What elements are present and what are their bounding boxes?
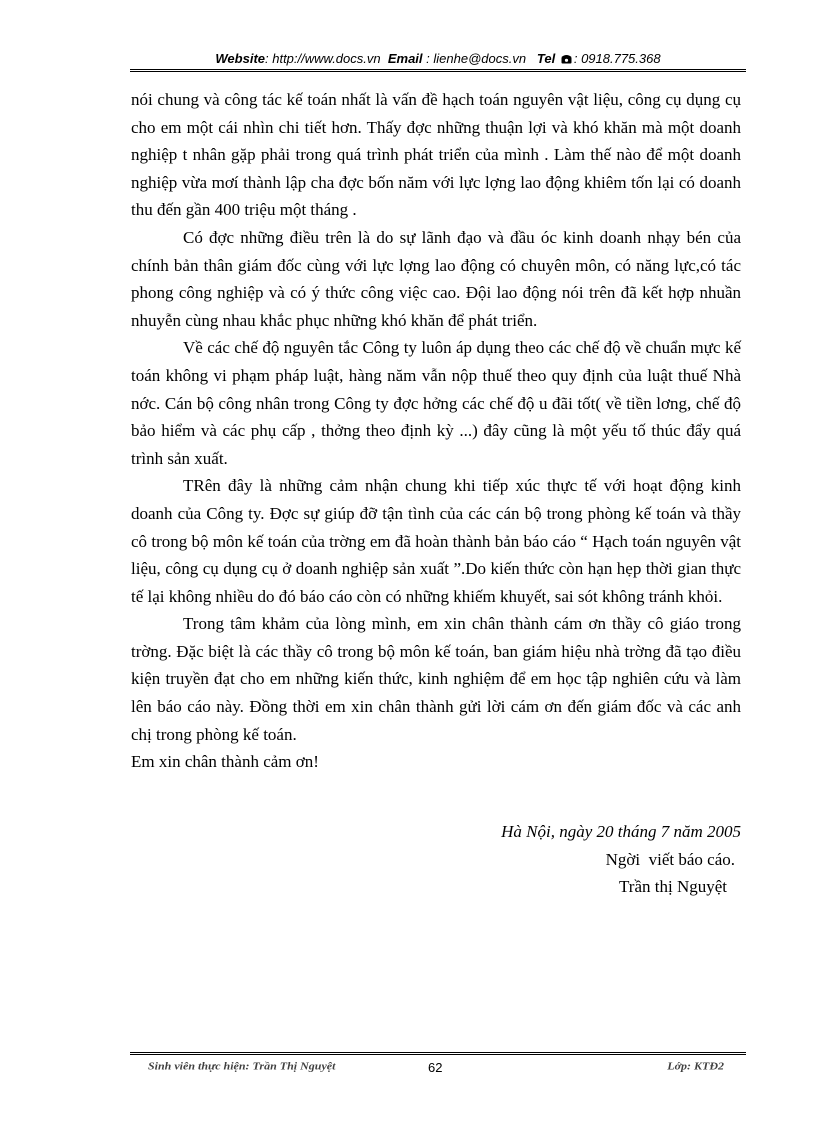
- tel-number: : 0918.775.368: [573, 51, 661, 66]
- paragraph-leadership: Có đợc những điều trên là do sự lãnh đạo và đầu óc kinh doanh nhạy bén của chính bản thân giám đốc cùng với lực lợng lao động có chuyên môn, có năng lực,có tác phong công nghiệp và có ý thức công việc cao. Đội lao động nói trên đã kết hợp nhuần nhuyễn cùng nhau khắc phục những khó khăn để phát triển.: [131, 227, 741, 330]
- website-label: Website: [215, 51, 265, 66]
- website-url: : http://www.docs.vn: [265, 51, 381, 66]
- paragraph-report-summary: TRên đây là những cảm nhận chung khi tiếp xúc thực tế với hoạt động kinh doanh của Công ty. Đợc sự giúp đỡ tận tình của các cán bộ trong phòng kế toán và thầy cô trong bộ môn kế toán của trờng em đã hoàn thành bản báo cáo “ Hạch toán nguyên vật liệu, công cụ dụng cụ ở doanh nghiệp sản xuất ”.Do kiến thức còn hạn hẹp thời gian thực tế lại không nhiều do đó báo cáo còn có những khiếm khuyết, sai sót không tránh khỏi.: [131, 476, 741, 606]
- signature-role: Ngời viết báo cáo.: [605, 849, 735, 869]
- signature-block: [131, 818, 741, 901]
- closing-thanks: Em xin chân thành cảm ơn!: [131, 752, 319, 772]
- signature-name: Trần thị Nguyệt: [619, 877, 727, 897]
- email-address: : lienhe@docs.vn: [422, 51, 527, 66]
- telephone-icon: [561, 54, 572, 64]
- paragraph-continuation: nói chung và công tác kế toán nhất là vấn đề hạch toán nguyên vật liệu, công cụ dụng cụ cho em một cái nhìn chi tiết hơn. Thấy đợc những thuận lợi và khó khăn mà một doanh nghiệp t nhân gặp phải trong quá trình phát triển của mình . Làm thế nào để một doanh nghiệp vừa mơí thành lập cha đợc bốn năm với lực lợng lao động khiêm tốn lại có doanh thu đến gần 400 triệu một tháng .: [131, 90, 741, 220]
- page-number: 62: [428, 1060, 443, 1075]
- footer-student: Sinh viên thực hiện: Trần Thị Nguyệt: [148, 1060, 336, 1072]
- paragraph-acknowledgement: Trong tâm khảm của lòng mình, em xin chân thành cám ơn thầy cô giáo trong trờng. Đặc biệt là các thầy cô trong bộ môn kế toán, ban giám hiệu nhà trờng đã tạo điều kiện truyền đạt cho em những kiến thức, kinh nghiệm để em học tập nghiên cứu và làm lên báo cáo này. Đồng thời em xin chân thành gửi lời cám ơn đến giám đốc và các anh chị trong phòng kế toán.: [131, 614, 741, 744]
- paragraph-accounting-regime: Về các chế độ nguyên tắc Công ty luôn áp dụng theo các chế độ về chuẩn mực kế toán không vi phạm pháp luật, hàng năm vẫn nộp thuế theo quy định của luật thuế Nhà nớc. Cán bộ công nhân trong Công ty đợc hởng các chế độ u đãi tốt( về tiền lơng, chế độ bảo hiểm và các phụ cấp , thởng theo định kỳ ...) đây cũng là một yếu tố thúc đẩy quá trình sản xuất.: [131, 338, 741, 468]
- page-footer: [130, 1052, 746, 1078]
- footer-rule: [130, 1052, 746, 1055]
- signature-date: Hà Nội, ngày 20 tháng 7 năm 2005: [501, 822, 741, 841]
- page-header: [130, 48, 746, 72]
- header-contact-line: [130, 51, 746, 66]
- email-label: Email: [387, 51, 423, 66]
- footer-class: Lớp: KTĐ2: [667, 1060, 724, 1072]
- document-body: [131, 86, 741, 776]
- tel-label: Tel: [536, 51, 556, 66]
- header-rule: [130, 69, 746, 72]
